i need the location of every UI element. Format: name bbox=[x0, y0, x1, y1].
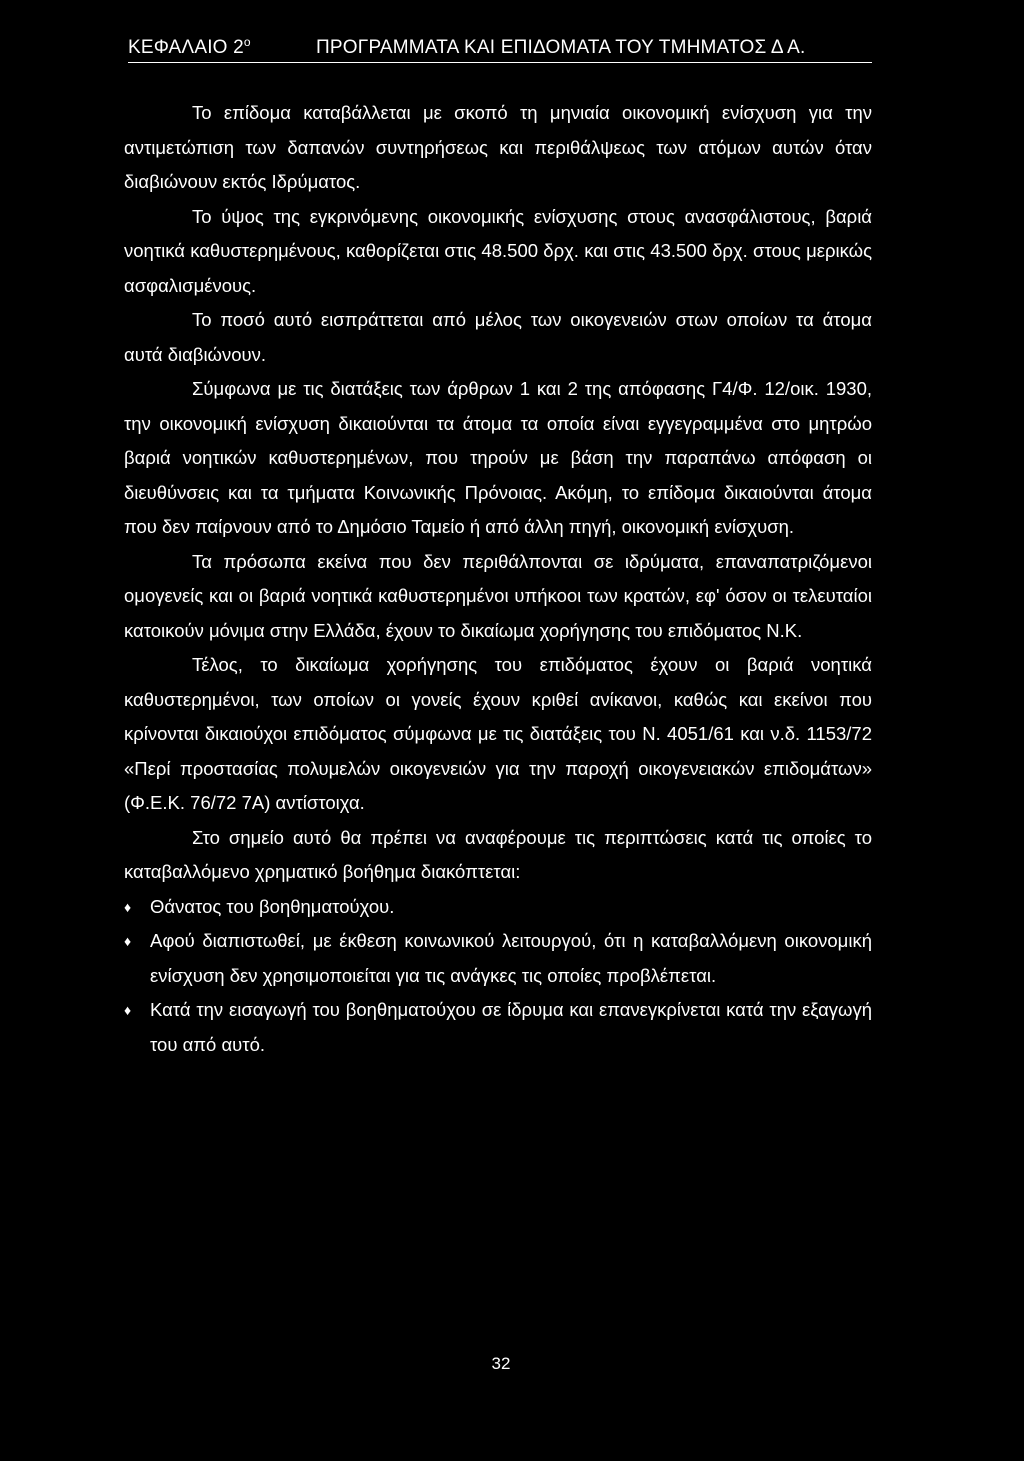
paragraph: Στο σημείο αυτό θα πρέπει να αναφέρουμε τις περιπτώσεις κατά τις οποίες το καταβαλλόμενο χρηματικό βοήθημα διακόπτεται: bbox=[124, 826, 872, 882]
chapter-title: ΠΡΟΓΡΑΜΜΑΤΑ ΚΑΙ ΕΠΙΔΟΜΑΤΑ ΤΟΥ ΤΜΗΜΑΤΟΣ Δ Α. bbox=[316, 37, 806, 58]
diamond-bullet-icon: ♦ bbox=[124, 933, 132, 949]
diamond-bullet-icon: ♦ bbox=[124, 1002, 132, 1018]
paragraph: Σύμφωνα με τις διατάξεις των άρθρων 1 και 2 της απόφασης Γ4/Φ. 12/οικ. 1930, την οικονομική ενίσχυση δικαιούνται τα άτομα τα οποία είναι εγγεγραμμένα στο μητρώο βαριά νοητικών καθυστερημένων, που τηρούν με βάση την παραπάνω απόφαση οι διευθύνσεις και τα τμήματα Κοινωνικής Πρόνοιας. Ακόμη, το επίδομα δικαιούνται άτομα που δεν παίρνουν από το Δημόσιο Ταμείο ή από άλλη πηγή, οικονομική ενίσχυση. bbox=[124, 378, 872, 537]
list-item bbox=[124, 924, 872, 993]
paragraph: Τα πρόσωπα εκείνα που δεν περιθάλπονται σε ιδρύματα, επαναπατριζόμενοι ομογενείς και οι βαριά νοητικά καθυστερημένοι υπήκοοι των κρατών, εφ' όσον οι τελευταίοι κατοικούν μόνιμα στην Ελλάδα, έχουν το δικαίωμα χορήγησης του επιδόματος Ν.Κ. bbox=[124, 550, 872, 641]
list-item bbox=[124, 890, 872, 925]
list-item-text: Αφού διαπιστωθεί, με έκθεση κοινωνικού λειτουργού, ότι η καταβαλλόμενη οικονομική ενίσχυση δεν χρησιμοποιείται για τις ανάγκες τις οποίες προβλέπεται. bbox=[150, 930, 872, 986]
body-text bbox=[124, 96, 872, 1062]
paragraph: Το ύψος της εγκρινόμενης οικονομικής ενίσχυσης στους ανασφάλιστους, βαριά νοητικά καθυστερημένους, καθορίζεται στις 48.500 δρχ. και στις 43.500 δρχ. στους μερικώς ασφαλισμένους. bbox=[124, 205, 872, 296]
paragraph: Το επίδομα καταβάλλεται με σκοπό τη μηνιαία οικονομική ενίσχυση για την αντιμετώπιση των δαπανών συντηρήσεως και περιθάλψεως των ατόμων αυτών όταν διαβιώνουν εκτός Ιδρύματος. bbox=[124, 102, 872, 192]
paragraph: Τέλος, το δικαίωμα χορήγησης του επιδόματος έχουν οι βαριά νοητικά καθυστερημένοι, των οποίων οι γονείς έχουν κριθεί ανίκανοι, καθώς και εκείνοι που κρίνονται δικαιούχοι επιδόματος σύμφωνα με τις διατάξεις του Ν. 4051/61 και ν.δ. 1153/72 «Περί προστασίας πολυμελών οικογενειών για την παροχή οικογενειακών επιδομάτων» (Φ.Ε.Κ. 76/72 7Α) αντίστοιχα. bbox=[124, 654, 872, 813]
list-item-text: Θάνατος του βοηθηματούχου. bbox=[150, 895, 395, 917]
list-item-text: Κατά την εισαγωγή του βοηθηματούχου σε ίδρυμα και επανεγκρίνεται κατά την εξαγωγή του από αυτό. bbox=[150, 999, 872, 1055]
chapter-label bbox=[128, 33, 251, 63]
paragraph: Το ποσό αυτό εισπράττεται από μέλος των οικογενειών στων οποίων τα άτομα αυτά διαβιώνουν. bbox=[124, 309, 872, 365]
diamond-bullet-icon: ♦ bbox=[124, 898, 132, 915]
list-item bbox=[124, 993, 872, 1062]
chapter-superscript: ο bbox=[243, 35, 251, 49]
termination-cases-list bbox=[124, 890, 872, 1063]
running-header bbox=[128, 33, 874, 63]
chapter-text: ΚΕΦΑΛΑΙΟ 2 bbox=[128, 37, 244, 58]
page-number: 32 bbox=[491, 1354, 511, 1373]
header-underline bbox=[128, 62, 872, 63]
